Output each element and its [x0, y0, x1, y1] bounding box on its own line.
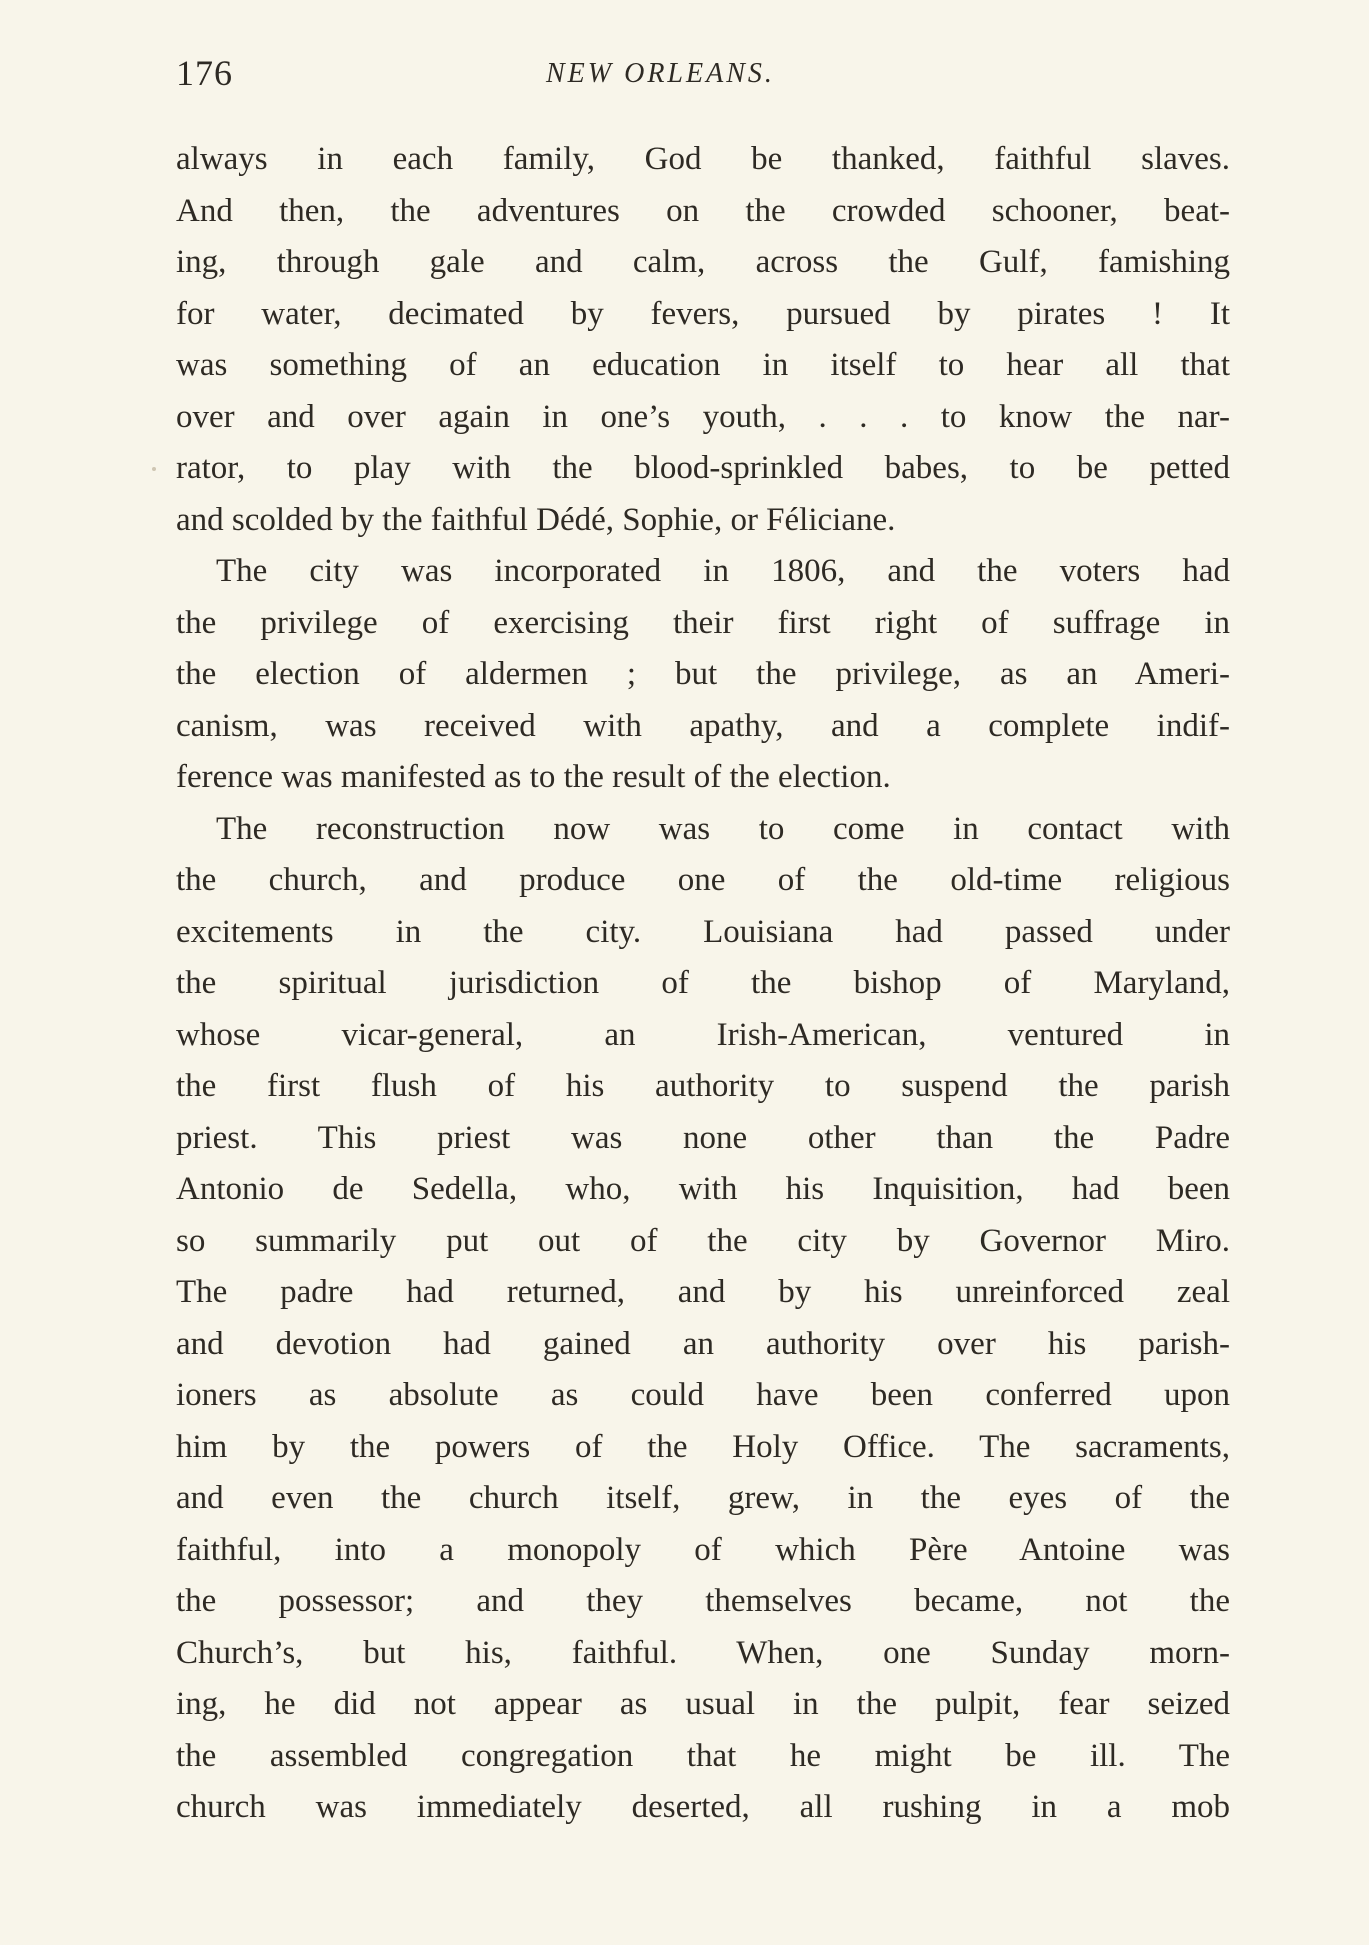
text-line: the spiritual jurisdiction of the bishop of Maryland,: [176, 965, 1230, 1001]
text-line: Antonio de Sedella, who, with his Inquisition, had been: [176, 1171, 1230, 1207]
text-line: ing, through gale and calm, across the Gulf, famishing: [176, 244, 1230, 280]
text-line: the church, and produce one of the old-time religious: [176, 862, 1230, 898]
text-line: church was immediately deserted, all rushing in a mob: [176, 1789, 1230, 1825]
paper-speck: [152, 467, 156, 471]
text-line: him by the powers of the Holy Office. The sacraments,: [176, 1428, 1230, 1465]
paragraph-first-line: The reconstruction now was to come in contact with: [216, 810, 1230, 847]
text-line: ference was manifested as to the result of the election.: [176, 759, 891, 795]
text-line: the possessor; and they themselves became, not the: [176, 1583, 1230, 1619]
text-line: and scolded by the faithful Dédé, Sophie, or Féliciane.: [176, 501, 896, 538]
text-line: The padre had returned, and by his unreinforced zeal: [176, 1274, 1230, 1310]
text-line: Church’s, but his, faithful. When, one Sunday morn-: [176, 1634, 1230, 1671]
running-title: NEW ORLEANS.: [546, 58, 775, 89]
body-text: [176, 134, 1230, 1834]
text-line: and devotion had gained an authority over his parish-: [176, 1325, 1230, 1362]
text-line: priest. This priest was none other than the Padre: [176, 1119, 1230, 1156]
text-line: canism, was received with apathy, and a complete indif-: [176, 707, 1230, 744]
text-line: the election of aldermen ; but the privilege, as an Ameri-: [176, 656, 1230, 692]
text-line: and even the church itself, grew, in the eyes of the: [176, 1480, 1230, 1516]
text-line: for water, decimated by fevers, pursued by pirates ! It: [176, 295, 1230, 332]
text-line: the first flush of his authority to suspend the parish: [176, 1068, 1230, 1104]
text-line: so summarily put out of the city by Governor Miro.: [176, 1222, 1230, 1259]
text-line: over and over again in one’s youth, . . . to know the nar-: [176, 398, 1230, 435]
text-line: the privilege of exercising their first right of suffrage in: [176, 604, 1230, 641]
text-line: whose vicar-general, an Irish-American, ventured in: [176, 1016, 1230, 1053]
text-line: always in each family, God be thanked, faithful slaves.: [176, 141, 1230, 177]
text-line: was something of an education in itself to hear all that: [176, 347, 1230, 383]
running-head: [176, 52, 1230, 102]
text-line: ioners as absolute as could have been conferred upon: [176, 1377, 1230, 1413]
text-line: rator, to play with the blood-sprinkled babes, to be petted: [176, 450, 1230, 486]
text-line: excitements in the city. Louisiana had passed under: [176, 913, 1230, 950]
text-line: the assembled congregation that he might be ill. The: [176, 1737, 1230, 1774]
text-line: And then, the adventures on the crowded schooner, beat-: [176, 192, 1230, 229]
text-line: faithful, into a monopoly of which Père Antoine was: [176, 1531, 1230, 1568]
page-number: 176: [176, 53, 233, 93]
text-line: ing, he did not appear as usual in the pulpit, fear seized: [176, 1686, 1230, 1722]
paragraph-first-line: The city was incorporated in 1806, and the voters had: [216, 553, 1230, 589]
